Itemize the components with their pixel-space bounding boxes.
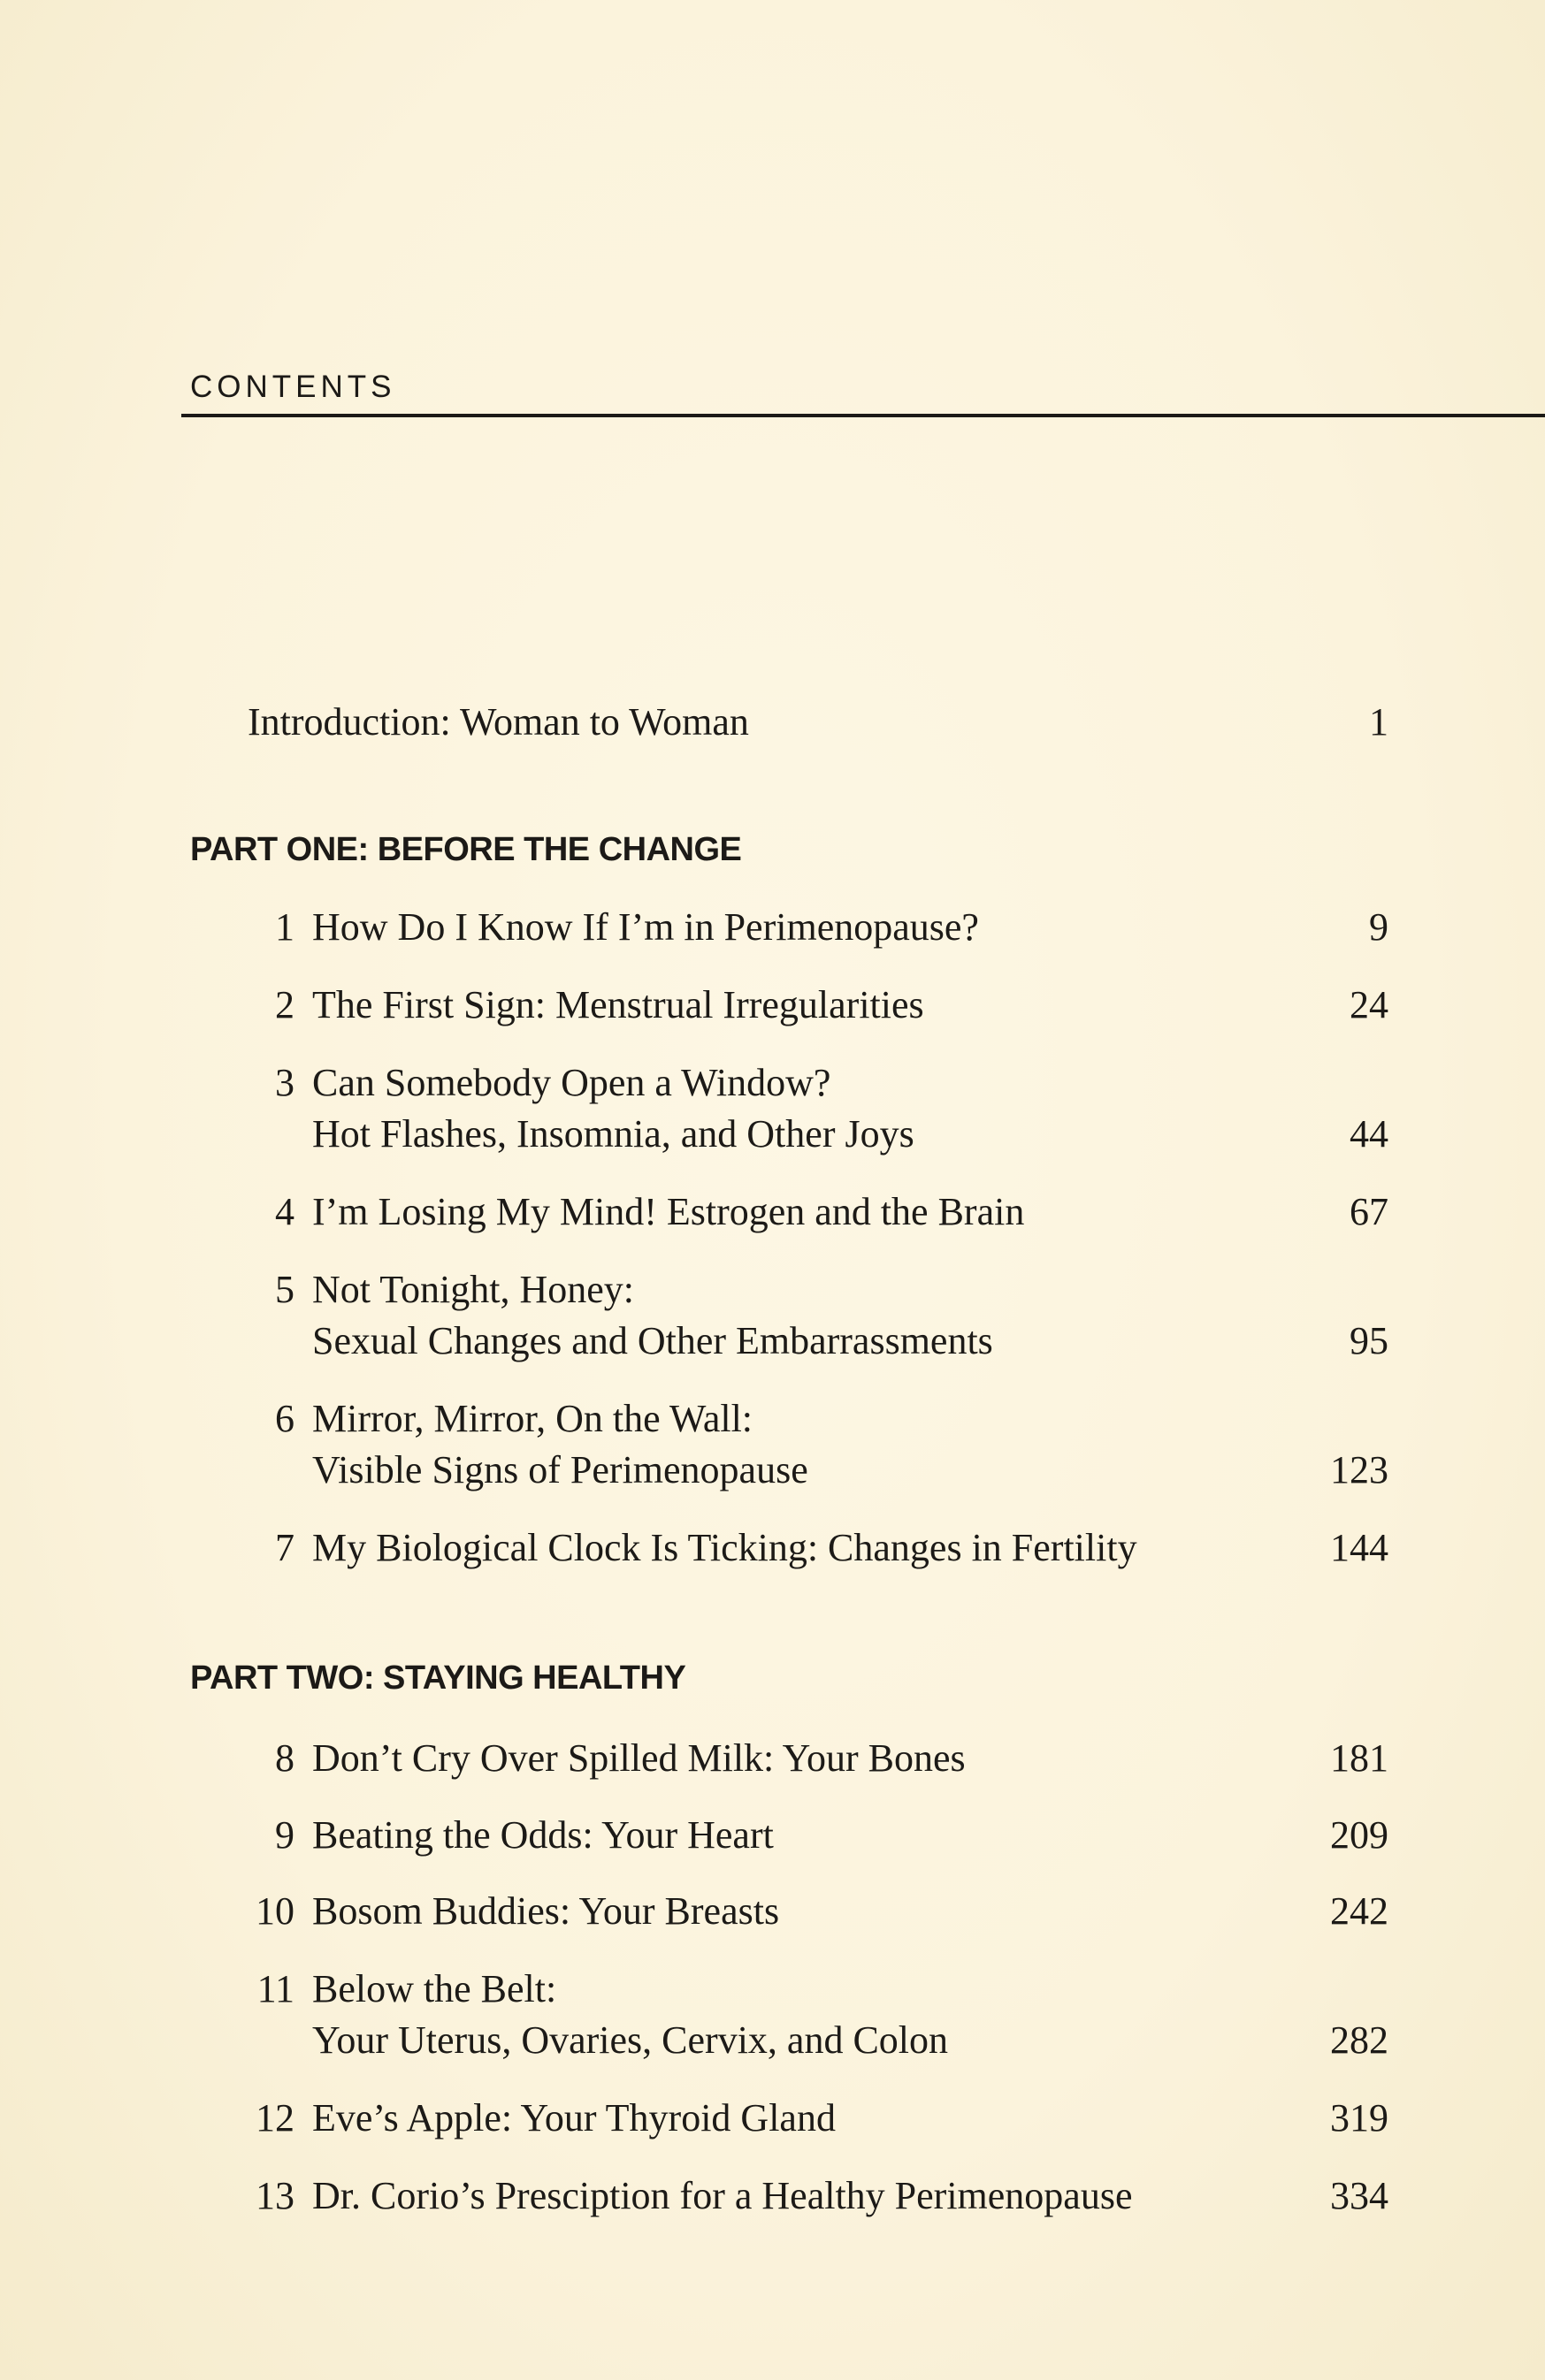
toc-entry-page: 1 — [1369, 700, 1388, 744]
chapter-title: Beating the Odds: Your Heart — [312, 1813, 774, 1857]
chapter-title: Dr. Corio’s Presciption for a Healthy Perimenopause — [312, 2174, 1133, 2217]
chapter-page: 334 — [1330, 2174, 1388, 2217]
chapter-title: Below the Belt: — [312, 1967, 557, 2010]
chapter-subtitle: Hot Flashes, Insomnia, and Other Joys — [312, 1112, 914, 1156]
chapter-title: My Biological Clock Is Ticking: Changes in Fertility — [312, 1526, 1137, 1569]
chapter-page: 319 — [1330, 2096, 1388, 2140]
chapter-title: Can Somebody Open a Window? — [312, 1061, 831, 1104]
chapter-title: Don’t Cry Over Spilled Milk: Your Bones — [312, 1736, 966, 1780]
toc-entry-chapter-3 — [190, 1057, 1388, 1160]
chapter-subtitle: Visible Signs of Perimenopause — [312, 1448, 808, 1491]
toc-entry-title: Introduction: Woman to Woman — [248, 700, 749, 744]
part-two-heading: PART TWO: STAYING HEALTHY — [190, 1659, 686, 1697]
chapter-page: 24 — [1350, 983, 1388, 1026]
chapter-page: 144 — [1330, 1526, 1388, 1569]
chapter-page: 123 — [1330, 1448, 1388, 1491]
chapter-number: 9 — [275, 1813, 294, 1857]
chapter-title: The First Sign: Menstrual Irregularities — [312, 983, 924, 1026]
chapter-number: 7 — [275, 1526, 294, 1569]
chapter-page: 95 — [1350, 1319, 1388, 1362]
chapter-title: Eve’s Apple: Your Thyroid Gland — [312, 2096, 836, 2140]
part-one-heading: PART ONE: BEFORE THE CHANGE — [190, 831, 742, 868]
toc-entry-chapter-11 — [190, 1964, 1388, 2066]
chapter-number: 11 — [256, 1967, 294, 2010]
chapter-page: 282 — [1330, 2018, 1388, 2062]
chapter-number: 8 — [275, 1736, 294, 1780]
chapter-title: Not Tonight, Honey: — [312, 1268, 634, 1311]
toc-entry-chapter-5 — [190, 1264, 1388, 1367]
chapter-title: I’m Losing My Mind! Estrogen and the Brain — [312, 1190, 1025, 1233]
chapter-title: Mirror, Mirror, On the Wall: — [312, 1397, 753, 1440]
chapter-number: 10 — [256, 1889, 294, 1933]
chapter-number: 13 — [256, 2174, 294, 2217]
chapter-title: How Do I Know If I’m in Perimenopause? — [312, 905, 979, 949]
chapter-number: 1 — [275, 905, 294, 949]
chapter-subtitle: Sexual Changes and Other Embarrassments — [312, 1319, 993, 1362]
chapter-page: 67 — [1350, 1190, 1388, 1233]
chapter-page: 242 — [1330, 1889, 1388, 1933]
chapter-number: 2 — [275, 983, 294, 1026]
chapter-page: 44 — [1350, 1112, 1388, 1156]
chapter-subtitle: Your Uterus, Ovaries, Cervix, and Colon — [312, 2018, 949, 2062]
chapter-number: 4 — [275, 1190, 294, 1233]
chapter-page: 9 — [1369, 905, 1388, 949]
chapter-title: Bosom Buddies: Your Breasts — [312, 1889, 780, 1933]
chapter-number: 6 — [275, 1397, 294, 1440]
chapter-number: 3 — [275, 1061, 294, 1104]
header-rule — [181, 414, 1545, 417]
chapter-page: 209 — [1330, 1813, 1388, 1857]
chapter-number: 5 — [275, 1268, 294, 1311]
chapter-number: 12 — [256, 2096, 294, 2140]
running-head: CONTENTS — [190, 370, 396, 404]
toc-entry-chapter-6 — [190, 1393, 1388, 1496]
chapter-page: 181 — [1330, 1736, 1388, 1780]
